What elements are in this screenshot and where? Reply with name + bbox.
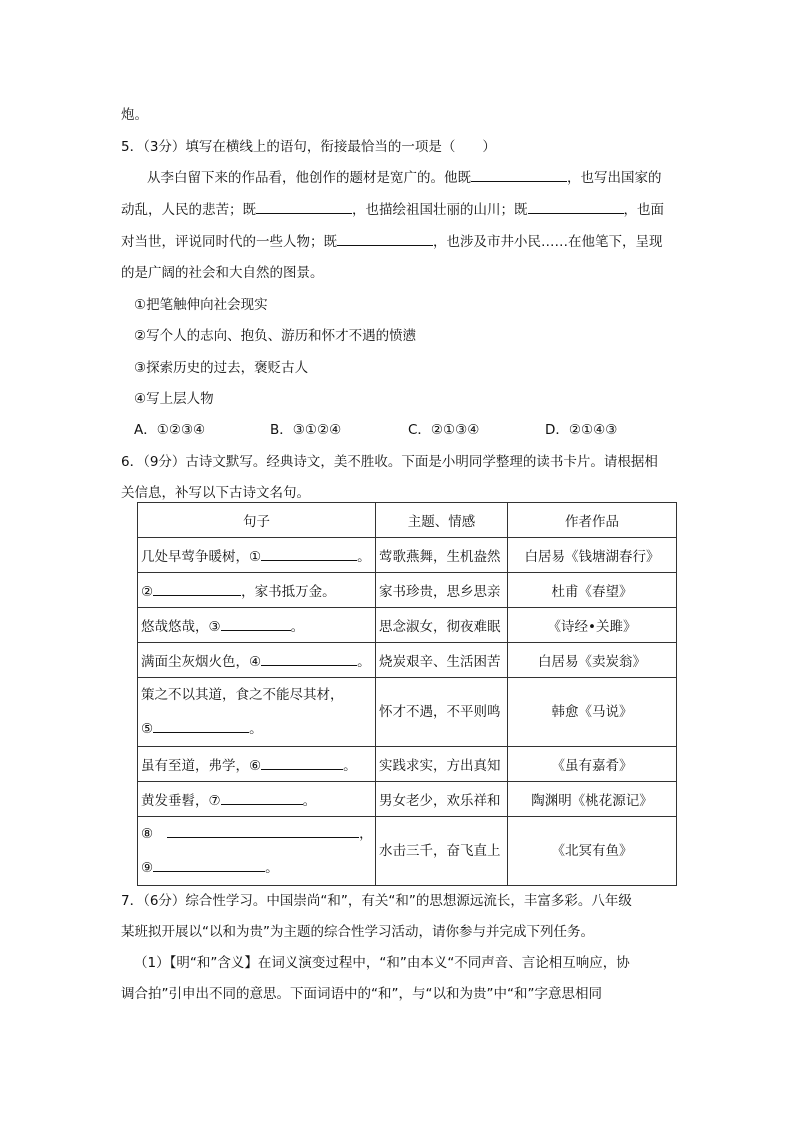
passage-text: 从李白留下来的作品看，他创作的题材是宽广的。他既 <box>147 170 471 186</box>
q5-item-2: ②写个人的志向、抱负、游历和怀才不遇的愤懑 <box>134 328 417 344</box>
q5-passage-line-1 <box>147 166 662 186</box>
author-cell: 《虽有嘉肴》 <box>508 747 677 782</box>
passage-text: ，也面 <box>623 202 664 218</box>
q5-item-1: ①把笔触伸向社会现实 <box>134 297 268 313</box>
reading-card-table <box>137 502 677 886</box>
answer-blank <box>256 199 352 214</box>
theme-cell: 烧炭艰辛、生活困苦 <box>376 643 508 678</box>
sentence-cell: ② ，家书抵万金。 <box>138 573 376 608</box>
sentence-cell: 悠哉悠哉，③ 。 <box>138 608 376 643</box>
table-row <box>138 678 677 747</box>
q5-passage-line-4: 的是广阔的社会和大自然的图景。 <box>121 265 324 281</box>
header-author: 作者作品 <box>508 503 677 538</box>
author-cell: 韩愈《马说》 <box>508 678 677 747</box>
q5-item-4: ④写上层人物 <box>134 391 214 407</box>
table-header-row <box>138 503 677 538</box>
theme-cell: 实践求实，方出真知 <box>376 747 508 782</box>
answer-blank <box>337 231 433 246</box>
sentence-cell: 黄发垂髫，⑦ 。 <box>138 782 376 817</box>
sentence-cell: 策之不以其道，食之不能尽其材， ⑤ 。 <box>138 678 376 747</box>
answer-blank[interactable] <box>221 790 303 805</box>
q5-passage-line-3 <box>121 230 663 250</box>
table-row <box>138 643 677 678</box>
answer-blank <box>471 167 567 182</box>
answer-blank[interactable] <box>167 823 359 838</box>
table-row <box>138 747 677 782</box>
sentence-cell: 几处早莺争暖树，① 。 <box>138 538 376 573</box>
table-row <box>138 817 677 886</box>
passage-text: ，也写出国家的 <box>567 170 662 186</box>
theme-cell: 水击三千，奋飞直上 <box>376 817 508 886</box>
passage-text: ，也描绘祖国壮丽的山川；既 <box>352 202 528 218</box>
answer-blank[interactable] <box>261 546 357 561</box>
passage-text: ，也涉及市井小民……在他笔下，呈现 <box>433 234 663 250</box>
answer-blank[interactable] <box>261 651 357 666</box>
author-cell: 《诗经•关雎》 <box>508 608 677 643</box>
sentence-cell: 满面尘灰烟火色，④ 。 <box>138 643 376 678</box>
q5-item-3: ③探索历史的过去，褒贬古人 <box>134 360 309 376</box>
q5-option-c[interactable]: C．②①③④ <box>408 422 480 438</box>
q5-option-b[interactable]: B．③①②④ <box>270 422 342 438</box>
table-row <box>138 573 677 608</box>
q7-line-3: （1）【明“和”含义】在词义演变过程中，“和”由本义“不同声音、言论相互响应，协 <box>134 955 630 971</box>
author-cell: 杜甫《春望》 <box>508 573 677 608</box>
author-cell: 白居易《钱塘湖春行》 <box>508 538 677 573</box>
q6-stem-line-2: 关信息，补写以下古诗文名句。 <box>121 485 310 501</box>
passage-text: 对当世，评说同时代的一些人物；既 <box>121 234 337 250</box>
answer-blank <box>528 199 624 214</box>
q5-option-d[interactable]: D．②①④③ <box>545 422 618 438</box>
author-cell: 陶渊明《桃花源记》 <box>508 782 677 817</box>
sentence-cell: 虽有至道，弗学，⑥ 。 <box>138 747 376 782</box>
author-cell: 白居易《卖炭翁》 <box>508 643 677 678</box>
author-cell: 《北冥有鱼》 <box>508 817 677 886</box>
answer-blank[interactable] <box>153 857 265 872</box>
header-theme: 主题、情感 <box>376 503 508 538</box>
header-sentence: 句子 <box>138 503 376 538</box>
q5-option-a[interactable]: A．①②③④ <box>134 422 206 438</box>
theme-cell: 男女老少，欢乐祥和 <box>376 782 508 817</box>
theme-cell: 莺歌燕舞，生机盎然 <box>376 538 508 573</box>
table-row <box>138 782 677 817</box>
q7-line-4: 调合拍”引申出不同的意思。下面词语中的“和”，与“以和为贵”中“和”字意思相同 <box>121 986 602 1002</box>
answer-blank[interactable] <box>221 616 291 631</box>
theme-cell: 家书珍贵，思乡思亲 <box>376 573 508 608</box>
passage-text: 动乱，人民的悲苦；既 <box>121 202 256 218</box>
intro-fragment: 炮。 <box>121 107 148 123</box>
answer-blank[interactable] <box>153 718 249 733</box>
q5-stem: 5．（3分）填写在横线上的语句，衔接最恰当的一项是（ ） <box>121 139 496 155</box>
q7-line-1: 7．（6分）综合性学习。中国崇尚“和”，有关“和”的思想源远流长，丰富多彩。八年级 <box>121 893 632 909</box>
table-row <box>138 608 677 643</box>
q7-line-2: 某班拟开展以“以和为贵”为主题的综合性学习活动，请你参与并完成下列任务。 <box>121 924 594 940</box>
answer-blank[interactable] <box>153 581 241 596</box>
table-row <box>138 538 677 573</box>
theme-cell: 思念淑女，彻夜难眠 <box>376 608 508 643</box>
answer-blank[interactable] <box>261 755 343 770</box>
q6-stem-line-1: 6．（9分）古诗文默写。经典诗文，美不胜收。下面是小明同学整理的读书卡片。请根据相 <box>121 454 658 470</box>
sentence-cell: ⑧ ， ⑨ 。 <box>138 817 376 886</box>
q5-passage-line-2 <box>121 198 664 218</box>
theme-cell: 怀才不遇，不平则鸣 <box>376 678 508 747</box>
